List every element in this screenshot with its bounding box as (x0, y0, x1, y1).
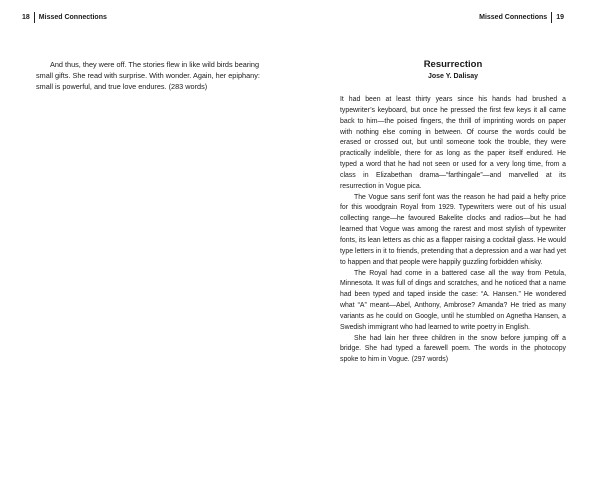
left-running-head-title: Missed Connections (38, 14, 107, 21)
right-running-head (479, 12, 564, 23)
left-head-divider (34, 12, 35, 23)
left-page-text: And thus, they were off. The stories flew in like wild birds bearing small gifts. She read with surprise. With wonder. Again, her epiphany: small is powerful, and true love endures. (283 words) (36, 60, 260, 91)
left-page-number: 18 (22, 14, 30, 21)
story-paragraph: She had lain her three children in the snow before jumping off a bridge. She had typed a farewell poem. The words in the photocopy spoke to him in Vogue. (297 words) (340, 334, 566, 364)
story-paragraph: The Royal had come in a battered case all the way from Petula, Minnesota. It was full of dings and scratches, and he noticed that a name had been typed and taped inside the case: “A. Hansen.” He wondered what “A” meant—Abel, Anthony, Ambrose? Amanda? He tried as many variants as he could on Google, until he stumbled on Agnetha Hansen, a Swedish immigrant who had learned to write poetry in English. (340, 269, 566, 331)
story-author: Jose Y. Dalisay (427, 73, 479, 80)
story-paragraph: It had been at least thirty years since his hands had brushed a typewriter’s keyboard, but once he pressed the first few keys it all came back to him—the poised fingers, the thrill of imprinting words on paper with nothing else coming in between. Of course the words could be erased or crossed out, but until someone took the trouble, they were practically indelible, there for as long as the paper itself endured. He typed a word that he had not seen or used for a very long time, from a class in Elizabethan drama—“farthingale”—and marvelled at its resurrection in Vogue pica. (340, 96, 566, 190)
right-head-divider (551, 12, 552, 23)
right-page (300, 0, 600, 480)
right-page-number: 19 (556, 14, 564, 21)
left-running-head (22, 12, 107, 23)
story-title: Resurrection (423, 59, 483, 70)
story-paragraph: The Vogue sans serif font was the reason he had paid a hefty price for this woodgrain Royal from 1929. Typewriters were out of his usual collecting range—he favoured Bakelite clocks and radios—but he had learned that Vogue was among the rarest and most stylish of typewriter fonts, its lean letters as chic as a flapper raising a cocktail glass. He would type letters in it to friends, pretending that a depression and a war had yet to happen and that people were happily guzzling forbidden whisky. (340, 193, 566, 266)
right-running-head-title: Missed Connections (479, 14, 548, 21)
story-body (340, 95, 566, 366)
